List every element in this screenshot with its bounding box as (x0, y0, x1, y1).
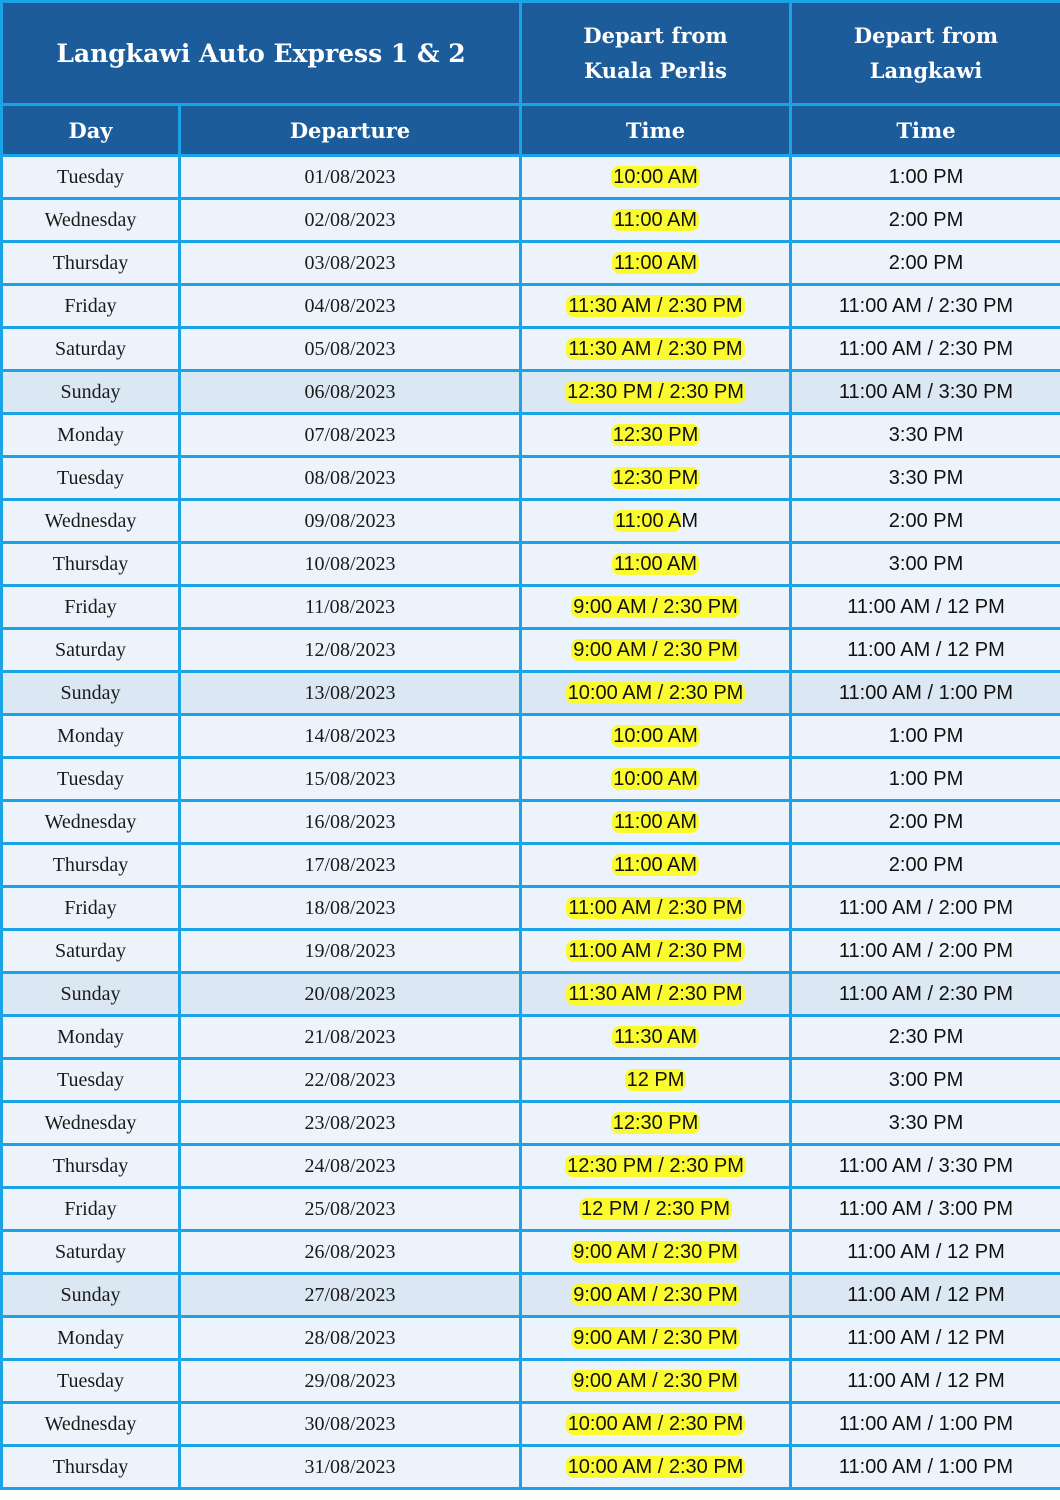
day-cell: Wednesday (2, 1403, 180, 1446)
kuala-perlis-time-cell (521, 414, 791, 457)
langkawi-time-cell: 3:00 PM (791, 1059, 1060, 1102)
date-cell: 29/08/2023 (180, 1360, 521, 1403)
table-row (2, 930, 1060, 973)
kuala-perlis-time-cell (521, 1360, 791, 1403)
langkawi-time-cell: 1:00 PM (791, 715, 1060, 758)
kuala-perlis-time-cell (521, 328, 791, 371)
table-row (2, 1403, 1060, 1446)
date-cell: 16/08/2023 (180, 801, 521, 844)
highlighted-time: 9:00 AM / 2:30 PM (573, 1326, 738, 1349)
table-row (2, 328, 1060, 371)
kuala-perlis-time-cell (521, 1016, 791, 1059)
table-row (2, 887, 1060, 930)
langkawi-time-cell: 2:00 PM (791, 500, 1060, 543)
kuala-perlis-time-cell (521, 1102, 791, 1145)
kuala-perlis-time-cell (521, 242, 791, 285)
highlighted-time: 11:30 AM / 2:30 PM (568, 982, 743, 1005)
day-cell: Sunday (2, 371, 180, 414)
kuala-perlis-time-cell (521, 457, 791, 500)
langkawi-time-cell: 11:00 AM / 12 PM (791, 1317, 1060, 1360)
date-cell: 13/08/2023 (180, 672, 521, 715)
date-cell: 21/08/2023 (180, 1016, 521, 1059)
langkawi-time-cell: 11:00 AM / 1:00 PM (791, 1446, 1060, 1489)
date-cell: 27/08/2023 (180, 1274, 521, 1317)
date-cell: 06/08/2023 (180, 371, 521, 414)
kuala-perlis-time-cell (521, 543, 791, 586)
date-cell: 23/08/2023 (180, 1102, 521, 1145)
kuala-perlis-time-cell (521, 1145, 791, 1188)
unhighlighted-time-part: M (681, 509, 699, 532)
kuala-perlis-time-cell (521, 715, 791, 758)
date-cell: 07/08/2023 (180, 414, 521, 457)
day-cell: Sunday (2, 672, 180, 715)
column-header-day: Day (2, 105, 180, 156)
day-cell: Tuesday (2, 156, 180, 199)
kuala-perlis-time-cell (521, 285, 791, 328)
table-row (2, 500, 1060, 543)
day-cell: Friday (2, 285, 180, 328)
kuala-perlis-time-cell (521, 371, 791, 414)
day-cell: Saturday (2, 1231, 180, 1274)
table-row (2, 758, 1060, 801)
day-cell: Wednesday (2, 500, 180, 543)
depart-langkawi-header (791, 2, 1060, 105)
day-cell: Saturday (2, 930, 180, 973)
kuala-perlis-time-cell (521, 1188, 791, 1231)
langkawi-time-cell: 11:00 AM / 2:30 PM (791, 285, 1060, 328)
kuala-perlis-time-cell (521, 629, 791, 672)
table-row (2, 1360, 1060, 1403)
langkawi-time-cell: 3:30 PM (791, 457, 1060, 500)
highlighted-time: 9:00 AM / 2:30 PM (573, 1369, 738, 1392)
table-row (2, 199, 1060, 242)
date-cell: 08/08/2023 (180, 457, 521, 500)
kuala-perlis-time-cell (521, 672, 791, 715)
day-cell: Tuesday (2, 457, 180, 500)
depart-kp-line1: Depart from (583, 23, 728, 48)
depart-lg-line2: Langkawi (869, 58, 983, 83)
column-header-departure: Departure (180, 105, 521, 156)
langkawi-time-cell: 11:00 AM / 12 PM (791, 1231, 1060, 1274)
table-row (2, 801, 1060, 844)
kuala-perlis-time-cell (521, 1403, 791, 1446)
date-cell: 30/08/2023 (180, 1403, 521, 1446)
highlighted-time: 11:00 A (615, 509, 682, 532)
langkawi-time-cell: 11:00 AM / 12 PM (791, 629, 1060, 672)
kuala-perlis-time-cell (521, 500, 791, 543)
table-row (2, 371, 1060, 414)
langkawi-time-cell: 3:30 PM (791, 414, 1060, 457)
day-cell: Saturday (2, 328, 180, 371)
langkawi-time-cell: 2:00 PM (791, 801, 1060, 844)
highlighted-time: 9:00 AM / 2:30 PM (573, 1283, 738, 1306)
date-cell: 31/08/2023 (180, 1446, 521, 1489)
langkawi-time-cell: 11:00 AM / 12 PM (791, 586, 1060, 629)
day-cell: Thursday (2, 543, 180, 586)
kuala-perlis-time-cell (521, 1059, 791, 1102)
highlighted-time: 10:00 AM (613, 724, 698, 747)
highlighted-time: 11:30 AM / 2:30 PM (568, 337, 743, 360)
table-row (2, 715, 1060, 758)
day-cell: Tuesday (2, 758, 180, 801)
date-cell: 05/08/2023 (180, 328, 521, 371)
highlighted-time: 10:00 AM (613, 165, 698, 188)
langkawi-time-cell: 2:30 PM (791, 1016, 1060, 1059)
table-row (2, 586, 1060, 629)
highlighted-time: 12:30 PM (612, 1111, 699, 1134)
highlighted-time: 10:00 AM / 2:30 PM (567, 1455, 744, 1478)
date-cell: 03/08/2023 (180, 242, 521, 285)
highlighted-time: 12:30 PM (612, 466, 699, 489)
day-cell: Thursday (2, 1145, 180, 1188)
table-row (2, 1188, 1060, 1231)
langkawi-time-cell: 11:00 AM / 12 PM (791, 1360, 1060, 1403)
table-row (2, 1231, 1060, 1274)
highlighted-time: 9:00 AM / 2:30 PM (573, 595, 738, 618)
date-cell: 15/08/2023 (180, 758, 521, 801)
langkawi-time-cell: 2:00 PM (791, 242, 1060, 285)
depart-kuala-perlis-header (521, 2, 791, 105)
langkawi-time-cell: 11:00 AM / 2:30 PM (791, 973, 1060, 1016)
date-cell: 24/08/2023 (180, 1145, 521, 1188)
langkawi-time-cell: 11:00 AM / 2:00 PM (791, 887, 1060, 930)
date-cell: 26/08/2023 (180, 1231, 521, 1274)
table-row (2, 414, 1060, 457)
kuala-perlis-time-cell (521, 1274, 791, 1317)
langkawi-time-cell: 2:00 PM (791, 199, 1060, 242)
kuala-perlis-time-cell (521, 1231, 791, 1274)
day-cell: Monday (2, 1317, 180, 1360)
date-cell: 20/08/2023 (180, 973, 521, 1016)
depart-kp-line2: Kuala Perlis (584, 58, 728, 83)
langkawi-time-cell: 11:00 AM / 3:30 PM (791, 371, 1060, 414)
day-cell: Wednesday (2, 801, 180, 844)
highlighted-time: 12 PM (626, 1068, 685, 1091)
header-row-top (2, 2, 1060, 105)
kuala-perlis-time-cell (521, 1317, 791, 1360)
highlighted-time: 12:30 PM / 2:30 PM (567, 1154, 744, 1177)
kuala-perlis-time-cell (521, 844, 791, 887)
day-cell: Sunday (2, 1274, 180, 1317)
day-cell: Monday (2, 715, 180, 758)
date-cell: 28/08/2023 (180, 1317, 521, 1360)
langkawi-time-cell: 11:00 AM / 3:00 PM (791, 1188, 1060, 1231)
highlighted-time: 11:30 AM (614, 1025, 698, 1048)
langkawi-time-cell: 3:30 PM (791, 1102, 1060, 1145)
date-cell: 02/08/2023 (180, 199, 521, 242)
date-cell: 22/08/2023 (180, 1059, 521, 1102)
langkawi-time-cell: 11:00 AM / 1:00 PM (791, 672, 1060, 715)
day-cell: Monday (2, 414, 180, 457)
table-row (2, 629, 1060, 672)
day-cell: Friday (2, 586, 180, 629)
table-row (2, 1145, 1060, 1188)
day-cell: Wednesday (2, 1102, 180, 1145)
langkawi-time-cell: 11:00 AM / 3:30 PM (791, 1145, 1060, 1188)
highlighted-time: 11:00 AM (614, 853, 698, 876)
column-header-kp-time: Time (521, 105, 791, 156)
kuala-perlis-time-cell (521, 887, 791, 930)
date-cell: 19/08/2023 (180, 930, 521, 973)
highlighted-time: 11:00 AM / 2:30 PM (568, 896, 743, 919)
langkawi-time-cell: 11:00 AM / 2:00 PM (791, 930, 1060, 973)
langkawi-time-cell: 3:00 PM (791, 543, 1060, 586)
date-cell: 25/08/2023 (180, 1188, 521, 1231)
schedule-body (2, 156, 1060, 1489)
table-row (2, 242, 1060, 285)
table-row (2, 1317, 1060, 1360)
table-row (2, 457, 1060, 500)
table-row (2, 1016, 1060, 1059)
table-row (2, 1059, 1060, 1102)
kuala-perlis-time-cell (521, 156, 791, 199)
highlighted-time: 12:30 PM (612, 423, 699, 446)
day-cell: Tuesday (2, 1059, 180, 1102)
date-cell: 17/08/2023 (180, 844, 521, 887)
kuala-perlis-time-cell (521, 758, 791, 801)
table-row (2, 1274, 1060, 1317)
kuala-perlis-time-cell (521, 1446, 791, 1489)
kuala-perlis-time-cell (521, 586, 791, 629)
kuala-perlis-time-cell (521, 930, 791, 973)
day-cell: Friday (2, 887, 180, 930)
highlighted-time: 11:00 AM (614, 208, 698, 231)
table-row (2, 973, 1060, 1016)
langkawi-time-cell: 1:00 PM (791, 758, 1060, 801)
highlighted-time: 10:00 AM / 2:30 PM (567, 681, 744, 704)
langkawi-time-cell: 2:00 PM (791, 844, 1060, 887)
kuala-perlis-time-cell (521, 973, 791, 1016)
table-row (2, 672, 1060, 715)
date-cell: 14/08/2023 (180, 715, 521, 758)
table-row (2, 543, 1060, 586)
day-cell: Thursday (2, 242, 180, 285)
langkawi-time-cell: 1:00 PM (791, 156, 1060, 199)
highlighted-time: 12:30 PM / 2:30 PM (567, 380, 744, 403)
table-row (2, 156, 1060, 199)
kuala-perlis-time-cell (521, 199, 791, 242)
day-cell: Thursday (2, 844, 180, 887)
langkawi-time-cell: 11:00 AM / 2:30 PM (791, 328, 1060, 371)
date-cell: 10/08/2023 (180, 543, 521, 586)
date-cell: 01/08/2023 (180, 156, 521, 199)
date-cell: 09/08/2023 (180, 500, 521, 543)
day-cell: Friday (2, 1188, 180, 1231)
highlighted-time: 11:00 AM (614, 810, 698, 833)
date-cell: 04/08/2023 (180, 285, 521, 328)
depart-lg-line1: Depart from (853, 23, 999, 48)
highlighted-time: 11:00 AM / 2:30 PM (568, 939, 743, 962)
highlighted-time: 11:00 AM (614, 552, 698, 575)
highlighted-time: 11:30 AM / 2:30 PM (568, 294, 743, 317)
header-row-columns (2, 105, 1060, 156)
date-cell: 12/08/2023 (180, 629, 521, 672)
schedule-title: Langkawi Auto Express 1 & 2 (2, 2, 521, 105)
day-cell: Wednesday (2, 199, 180, 242)
highlighted-time: 12 PM / 2:30 PM (581, 1197, 730, 1220)
day-cell: Sunday (2, 973, 180, 1016)
table-row (2, 1102, 1060, 1145)
highlighted-time: 11:00 AM (614, 251, 698, 274)
day-cell: Monday (2, 1016, 180, 1059)
table-row (2, 1446, 1060, 1489)
day-cell: Thursday (2, 1446, 180, 1489)
kuala-perlis-time-cell (521, 801, 791, 844)
table-row (2, 285, 1060, 328)
highlighted-time: 10:00 AM (613, 767, 698, 790)
column-header-lg-time: Time (791, 105, 1060, 156)
highlighted-time: 9:00 AM / 2:30 PM (573, 638, 738, 661)
date-cell: 18/08/2023 (180, 887, 521, 930)
table-row (2, 844, 1060, 887)
highlighted-time: 10:00 AM / 2:30 PM (567, 1412, 744, 1435)
highlighted-time: 9:00 AM / 2:30 PM (573, 1240, 738, 1263)
day-cell: Tuesday (2, 1360, 180, 1403)
langkawi-time-cell: 11:00 AM / 1:00 PM (791, 1403, 1060, 1446)
langkawi-time-cell: 11:00 AM / 12 PM (791, 1274, 1060, 1317)
date-cell: 11/08/2023 (180, 586, 521, 629)
day-cell: Saturday (2, 629, 180, 672)
